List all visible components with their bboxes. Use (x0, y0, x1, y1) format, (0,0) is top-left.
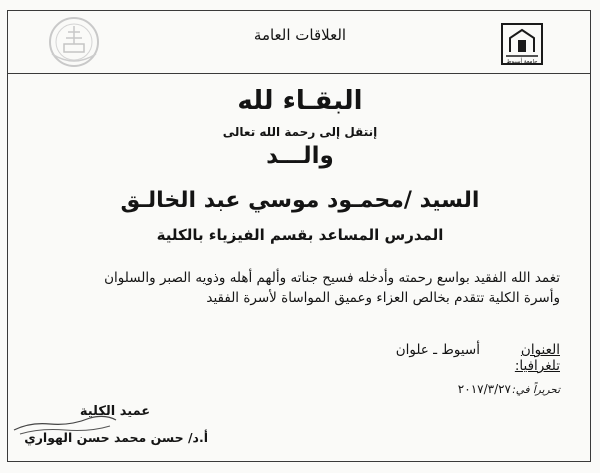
date-label: تحريراً في: (512, 384, 560, 396)
university-emblem-logo (40, 14, 108, 70)
department-title: العلاقات العامة (253, 26, 347, 44)
passed-away-intro: إنتقل إلى رحمة الله تعالى (222, 125, 378, 139)
assiut-university-logo (500, 22, 544, 66)
address-label: العنوان تلغرافيا: (514, 342, 560, 374)
date-value: ٢٠١٧/٣/٢٧ (457, 382, 511, 396)
dean-name: أ.د/ حسن محمد حسن الهواري (24, 430, 208, 445)
logo-caption: جامعة أسيوط (506, 59, 538, 65)
address-value: أسيوط ـ علوان (395, 342, 480, 358)
condolence-line-2: وأسرة الكلية تتقدم بخالص العزاء وعميق المواساة لأسرة الفقيد (206, 290, 560, 306)
relation-label: والـــد (266, 143, 334, 169)
condolence-line-1: تغمد الله الفقيد بواسع رحمته وأدخله فسيح جناته وألهم أهله وذويه الصبر والسلوان (104, 270, 560, 286)
dean-title: عميد الكلية (79, 404, 151, 419)
person-name: السيد /محمـود موسي عبد الخالـق (120, 188, 480, 213)
person-role: المدرس المساعد بقسم الفيزياء بالكلية (156, 226, 444, 244)
condolence-title: البقـاء لله (237, 86, 363, 116)
header-divider (7, 73, 591, 74)
